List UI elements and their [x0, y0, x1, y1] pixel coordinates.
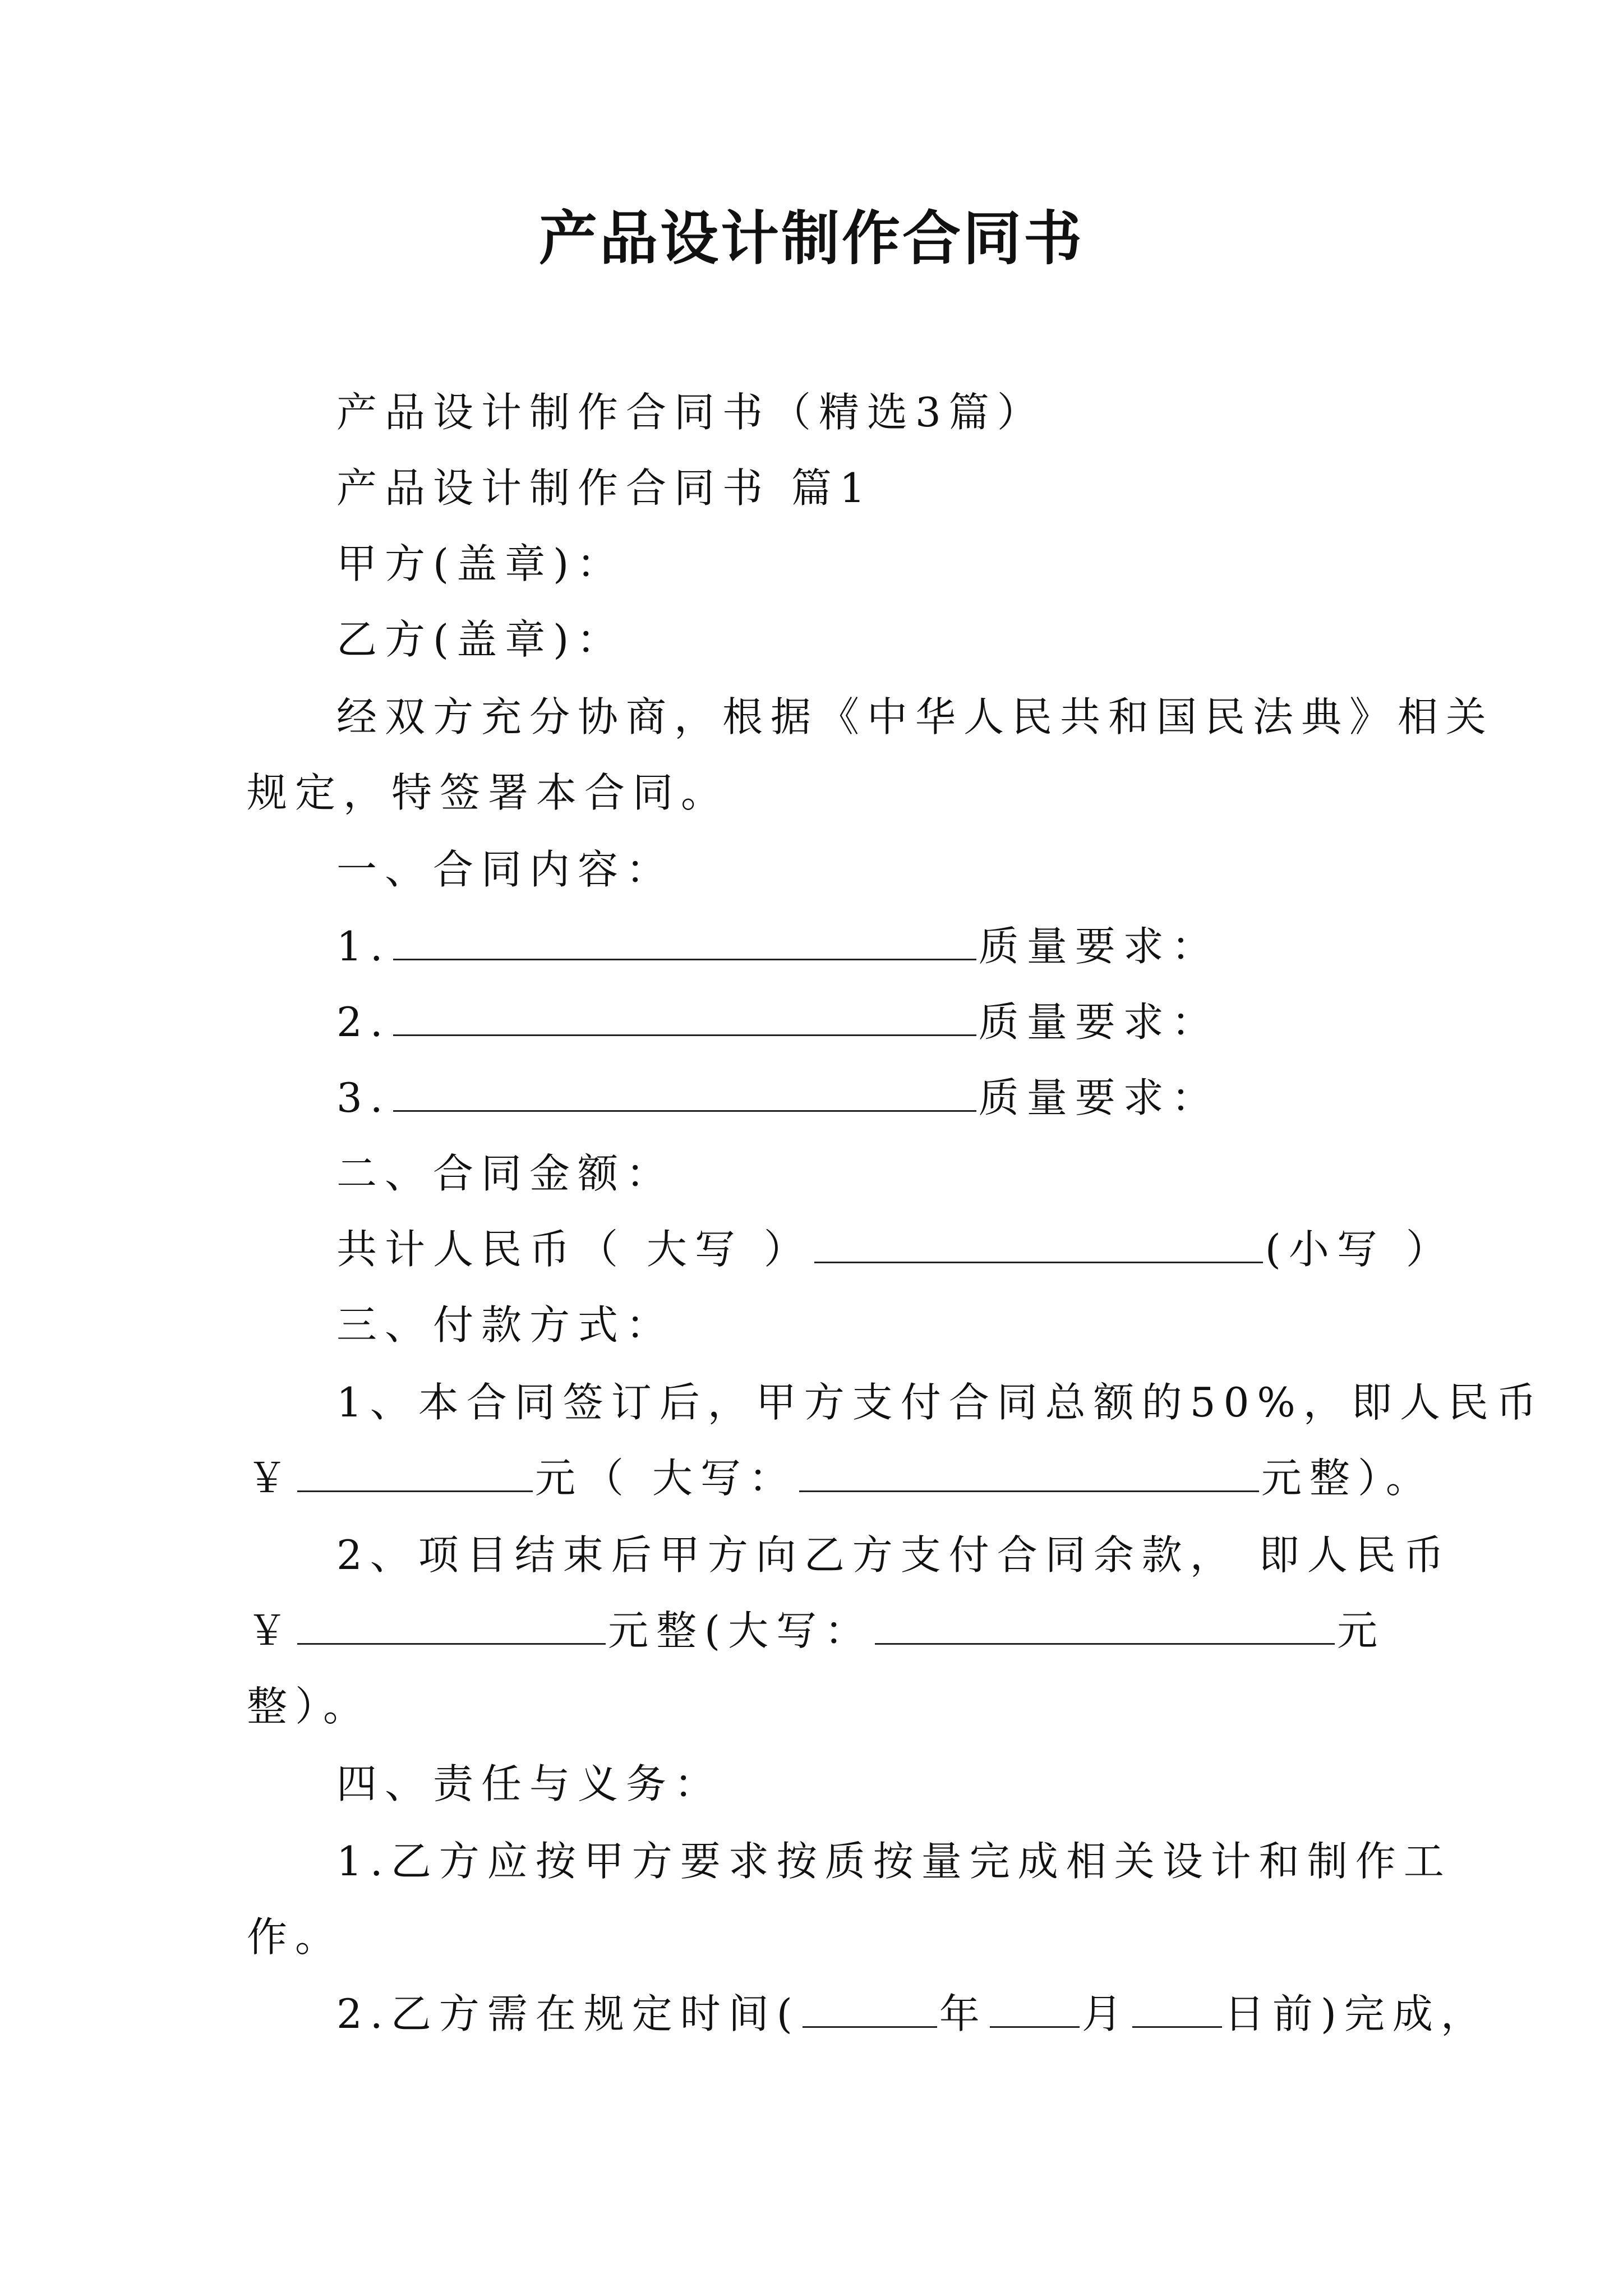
preamble-line-1: 经双方充分协商，根据《中华人民共和国民法典》相关 — [336, 693, 1495, 740]
content-item-2 — [336, 994, 1220, 1050]
payment-2-line-2 — [247, 1603, 1385, 1659]
month-label: 月 — [1081, 1990, 1130, 2037]
duty-2-suffix: 日前)完成， — [1224, 1990, 1489, 2037]
year-label: 年 — [939, 1990, 988, 2037]
year-blank — [803, 1987, 937, 2028]
yen-amount-blank — [297, 1604, 606, 1645]
payment-1-mid: 元（ 大写： — [535, 1455, 797, 1502]
party-a-line: 甲方(盖章)： — [336, 540, 625, 587]
yen-sign: ￥ — [247, 1607, 296, 1654]
month-blank — [990, 1987, 1080, 2028]
content-item-blank — [393, 1071, 976, 1112]
quality-label: 质量要求： — [978, 1074, 1220, 1121]
section-1-heading: 一、合同内容： — [336, 846, 675, 893]
day-blank — [1132, 1987, 1222, 2028]
duty-1-line-2: 作。 — [247, 1913, 344, 1961]
quality-label: 质量要求： — [978, 923, 1220, 970]
content-item-number: 1. — [336, 923, 391, 970]
payment-2-end: 元 — [1337, 1607, 1386, 1654]
duty-2-line-1 — [336, 1986, 1489, 2042]
duty-2-prefix: 2.乙方需在规定时间( — [336, 1990, 800, 2037]
document-subtitle: 产品设计制作合同书（精选3篇） — [336, 389, 1045, 436]
document-title: 产品设计制作合同书 — [538, 204, 1084, 273]
amount-line — [336, 1221, 1454, 1277]
payment-2-line-1: 2、项目结束后甲方向乙方支付合同余款， 即人民币 — [336, 1531, 1452, 1579]
quality-label: 质量要求： — [978, 999, 1220, 1046]
payment-1-line-2 — [247, 1450, 1434, 1506]
payment-2-line-3: 整）。 — [247, 1683, 372, 1730]
section-4-heading: 四、责任与义务： — [336, 1760, 723, 1807]
content-item-number: 3. — [336, 1074, 391, 1121]
section-3-heading: 三、付款方式： — [336, 1301, 675, 1349]
amount-blank — [814, 1222, 1263, 1263]
preamble-line-2: 规定，特签署本合同。 — [247, 769, 730, 816]
amount-prefix: 共计人民币（ 大写 ） — [336, 1226, 812, 1273]
duty-1-line-1: 1.乙方应按甲方要求按质按量完成相关设计和制作工 — [336, 1838, 1452, 1885]
content-item-number: 2. — [336, 999, 391, 1046]
capital-amount-blank — [875, 1604, 1335, 1645]
payment-2-mid: 元整(大写： — [608, 1607, 873, 1654]
payment-1-end: 元整）。 — [1261, 1455, 1434, 1502]
content-item-blank — [393, 919, 976, 960]
section-heading: 产品设计制作合同书 篇1 — [336, 464, 873, 512]
content-item-blank — [393, 995, 976, 1036]
yen-sign: ￥ — [247, 1455, 296, 1502]
party-b-line: 乙方(盖章)： — [336, 616, 625, 663]
section-2-heading: 二、合同金额： — [336, 1150, 675, 1197]
content-item-1 — [336, 918, 1220, 974]
amount-suffix: (小写 ） — [1265, 1226, 1454, 1273]
payment-1-line-1: 1、本合同签订后，甲方支付合同总额的50%，即人民币 — [336, 1379, 1544, 1426]
content-item-3 — [336, 1070, 1220, 1126]
yen-amount-blank — [297, 1451, 533, 1492]
capital-amount-blank — [799, 1451, 1259, 1492]
